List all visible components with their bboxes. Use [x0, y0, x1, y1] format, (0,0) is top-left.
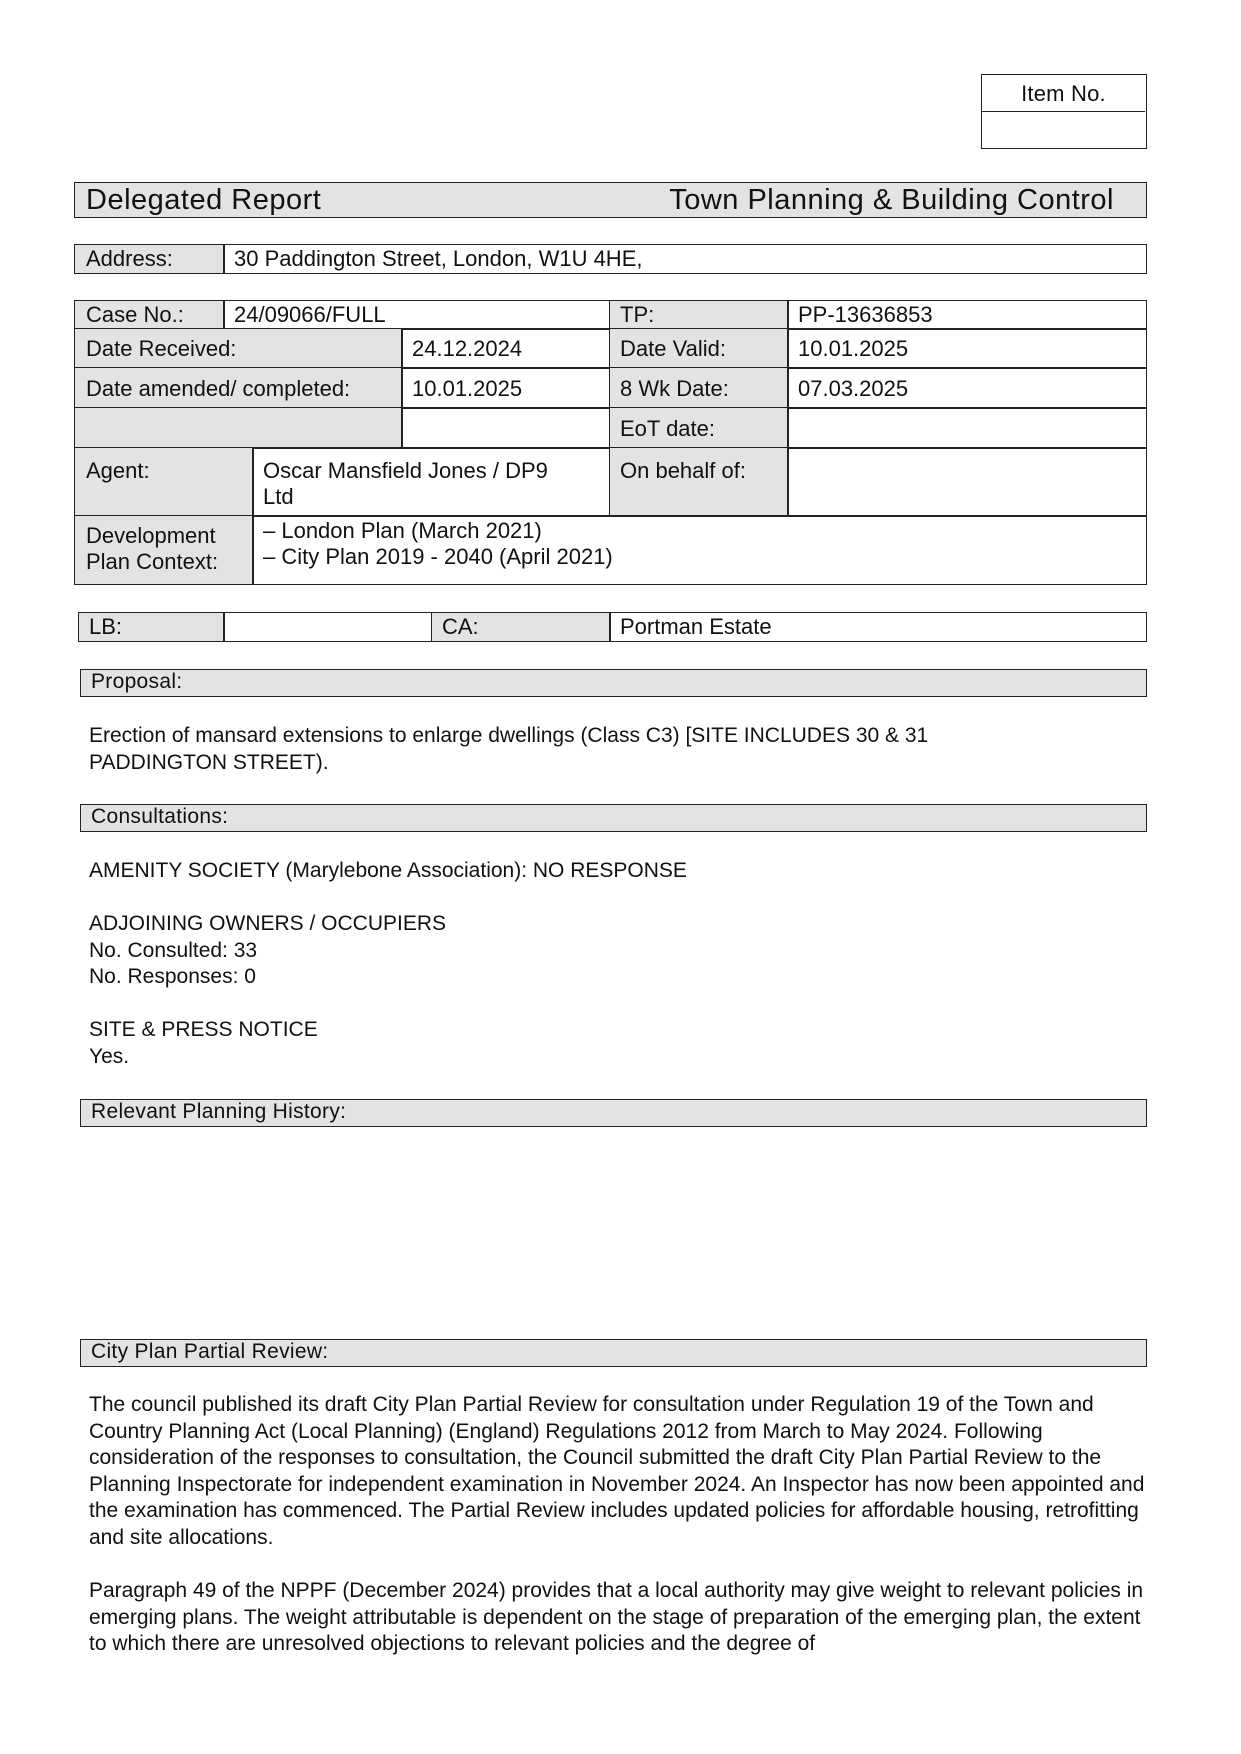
city-plan-review-heading: City Plan Partial Review:	[80, 1339, 1147, 1367]
agent-line-1: Oscar Mansfield Jones / DP9	[263, 458, 548, 483]
address-value: 30 Paddington Street, London, W1U 4HE,	[223, 244, 1147, 274]
agent-value	[252, 447, 611, 517]
agent-line-2: Ltd	[263, 484, 294, 509]
adjoining-owners-heading: ADJOINING OWNERS / OCCUPIERS	[89, 912, 447, 935]
report-title: Delegated Report	[86, 184, 322, 216]
report-header	[74, 182, 1147, 218]
agent-label: Agent:	[74, 447, 254, 517]
item-number-value	[982, 112, 1145, 147]
eot-date-value	[787, 407, 1147, 449]
date-valid-label: Date Valid:	[609, 328, 789, 369]
date-valid-value: 10.01.2025	[787, 328, 1147, 369]
tp-label: TP:	[609, 300, 789, 330]
proposal-text: Erection of mansard extensions to enlarge dwellings (Class C3) [SITE INCLUDES 30 & 31 PADDINGTON STREET).	[89, 724, 929, 774]
city-plan-review-paragraph-1: The council published its draft City Plan Partial Review for consultation under Regulation 19 of the Town and Country Planning Act (Local Planning) (England) Regulations 2012 from March to May 2024. Following consideration of the responses to consultation, the Council submitted the draft City Plan Partial Review to the Planning Inspectorate for independent examination in November 2024. An Inspector has now been appointed and the examination has commenced. The Partial Review includes updated policies for affordable housing, retrofitting and site allocations.	[89, 1393, 1145, 1549]
site-press-notice-heading: SITE & PRESS NOTICE	[89, 1018, 318, 1041]
eight-week-date-label: 8 Wk Date:	[609, 367, 789, 409]
proposal-heading: Proposal:	[80, 669, 1147, 697]
planning-history-heading: Relevant Planning History:	[80, 1099, 1147, 1127]
development-plan-value	[252, 515, 1147, 585]
date-received-label: Date Received:	[74, 328, 403, 369]
number-consulted: No. Consulted: 33	[89, 939, 258, 962]
consultations-heading: Consultations:	[80, 804, 1147, 832]
number-responses: No. Responses: 0	[89, 965, 256, 988]
case-no-value: 24/09066/FULL	[223, 300, 611, 330]
amenity-society-line: AMENITY SOCIETY (Marylebone Association): NO RESPONSE	[89, 859, 687, 882]
development-plan-label-line-1: Development	[86, 523, 216, 548]
empty-value-cell	[401, 407, 611, 449]
listed-building-label: LB:	[78, 612, 225, 642]
development-plan-label-line-2: Plan Context:	[86, 549, 219, 574]
on-behalf-of-value	[787, 447, 1147, 517]
tp-value: PP-13636853	[787, 300, 1147, 330]
date-received-value: 24.12.2024	[401, 328, 611, 369]
conservation-area-label: CA:	[431, 612, 611, 642]
development-plan-label	[74, 515, 254, 585]
date-amended-label: Date amended/ completed:	[74, 367, 403, 409]
empty-label-cell	[74, 407, 403, 449]
address-label: Address:	[74, 244, 225, 274]
development-plan-line-2: – City Plan 2019 - 2040 (April 2021)	[263, 544, 613, 569]
development-plan-line-1: – London Plan (March 2021)	[263, 518, 542, 543]
site-press-notice-value: Yes.	[89, 1045, 130, 1068]
case-no-label: Case No.:	[74, 300, 225, 330]
eot-date-label: EoT date:	[609, 407, 789, 449]
on-behalf-of-label: On behalf of:	[609, 447, 789, 517]
conservation-area-value: Portman Estate	[609, 612, 1147, 642]
date-amended-value: 10.01.2025	[401, 367, 611, 409]
item-number-label: Item No.	[982, 75, 1145, 112]
department-title: Town Planning & Building Control	[669, 184, 1114, 216]
city-plan-review-paragraph-2: Paragraph 49 of the NPPF (December 2024) provides that a local authority may give weight to relevant policies in emerging plans. The weight attributable is dependent on the stage of preparation of the emerging plan, the extent to which there are unresolved objections to relevant policies and the degree of	[89, 1579, 1144, 1655]
listed-building-value	[223, 612, 433, 642]
item-number-box	[981, 74, 1147, 149]
eight-week-date-value: 07.03.2025	[787, 367, 1147, 409]
